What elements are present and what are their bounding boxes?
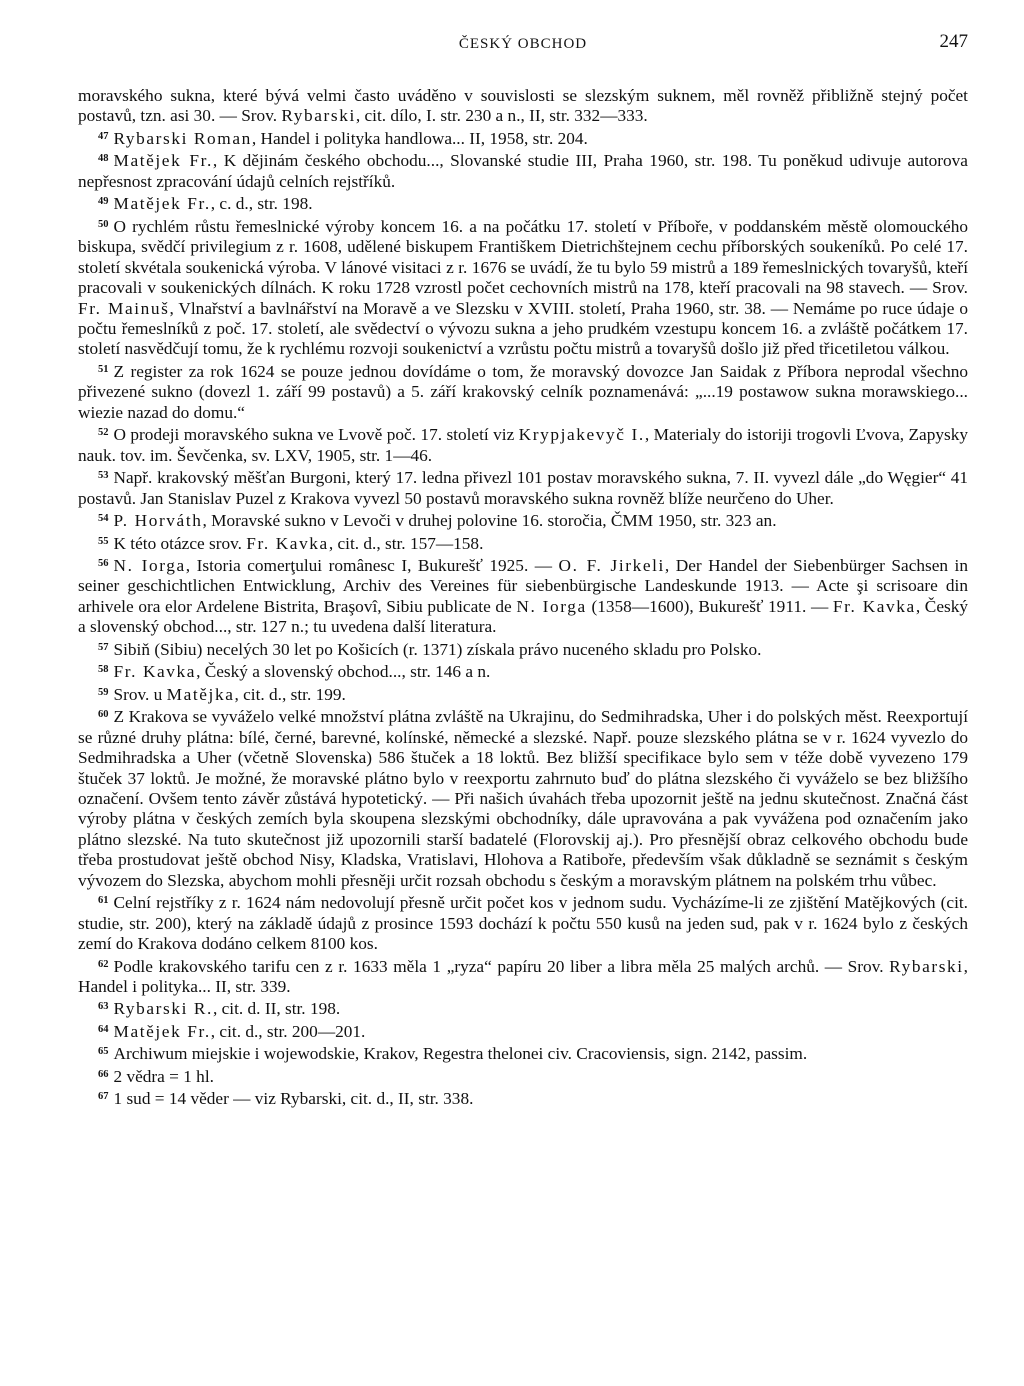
footnote-text: O prodeji moravského sukna ve Lvově poč. 17. století viz: [113, 425, 519, 445]
footnote-64: [78, 1020, 968, 1042]
running-title: ČESKÝ OBCHOD: [458, 36, 588, 52]
footnote-text: , cit. dílo, I. str. 230 a n., II, str. 332—333.: [355, 106, 648, 126]
footnote-65: [78, 1042, 968, 1064]
footnote-text: , cit. d. II, str. 198.: [212, 999, 341, 1019]
footnote-text: moravského sukna, které bývá velmi často uváděno v souvislosti se slezským suknem, měl rovněž přibližně stejný počet postavů, tzn. asi 30. — Srov.: [78, 86, 968, 126]
footnote-text: , c. d., str. 198.: [210, 194, 313, 214]
footnote-text: (1358—1600), Bukurešť 1911. —: [586, 596, 833, 616]
author-name: O. F. Jirkeli: [558, 555, 665, 575]
author-name: Fr. Kavka: [113, 662, 197, 682]
footnote-number: 63: [98, 1001, 109, 1013]
footnote-number: 53: [98, 470, 109, 482]
footnote-number: 65: [98, 1046, 109, 1058]
footnote-53: [78, 466, 968, 509]
footnote-60: [78, 705, 968, 891]
author-name: N. Iorga: [516, 596, 587, 616]
author-name: Matějek Fr.: [113, 194, 211, 214]
footnote-text: , K dějinám českého obchodu..., Slovanské studie III, Praha 1960, str. 198. Tu poněkud udivuje autorova nepřesnost zpracování údajů celních rejstříků.: [78, 151, 968, 191]
footnote-number: 66: [98, 1068, 109, 1080]
footnote-text: , Český a slovenský obchod..., str. 146 a n.: [196, 662, 491, 682]
footnote-text: , cit. d., str. 157—158.: [328, 533, 484, 553]
footnote-text: Z register za rok 1624 se pouze jednou dovídáme o tom, že moravský dovozce Jan Saidak z Příbora neprodal všechno přivezené sukno (dovezl 1. září 99 postavů) a 5. září krakovský celník poznamenává: „...19 postawow sukna morawskiego... wiezie nazad do domu.“: [78, 361, 968, 422]
footnote-58: [78, 660, 968, 682]
footnote-text: Např. krakovský měšťan Burgoni, který 17. ledna přivezl 101 postav moravského sukna, 7. II. vyvezl dále „do Węgier“ 41 postavů. Jan Stanislav Puzel z Krakova vyvezl 50 postavů moravského sukna rovněž blíže neurčeno do Uher.: [78, 468, 968, 508]
footnote-55: [78, 532, 968, 554]
footnote-49: [78, 192, 968, 214]
footnote-text: , Handel i polityka... II, str. 339.: [78, 956, 968, 997]
footnote-52: [78, 423, 968, 466]
footnote-text: , Český a slovenský obchod..., str. 127 n.; tu uvedena další literatura.: [78, 596, 969, 637]
footnote-text: Podle krakovského tarifu cen z r. 1633 měla 1 „ryza“ papíru 20 liber a libra měla 25 malých archů. — Srov.: [113, 956, 890, 976]
footnote-number: 61: [98, 895, 109, 907]
author-name: Fr. Kavka: [832, 596, 916, 616]
footnote-text: 2 vědra = 1 hl.: [113, 1066, 214, 1086]
footnote-number: 51: [98, 363, 109, 375]
footnote-text: O rychlém růstu řemeslnické výroby koncem 16. a na počátku 17. století v Příboře, v poddanském městě olomouckého biskupa, svědčí privilegium z r. 1608, udělené biskupem Františkem Dietrichštejnem cechu příborských soukeníků. Po celé 17. století skvétala soukenická výroba. V lánové visitaci z r. 1676 se uvádí, že tu bylo 59 mistrů a 189 řemeslnických tovaryšů, kteří pracovali v soukenických dílnách. K roku 1728 vzrostl počet cechovních mistrů na 178, kteří pracovali na 98 stavech. — Srov.: [78, 216, 968, 298]
footnote-text: , Der Handel der Siebenbürger Sachsen in seiner geschichtlichen Entwicklung, Archiv des Vereines für siebenbürgische Landeskunde 1913. — Acte şi scrisoare din arhivele ora elor Ardelene Bistrita, Braşovî, Sibiu publicate de: [78, 555, 969, 616]
footnote-continuation: [78, 86, 968, 127]
footnote-text: 1 sud = 14 věder — viz Rybarski, cit. d., II, str. 338.: [113, 1089, 474, 1109]
footnote-66: [78, 1065, 968, 1087]
footnote-text: Archiwum miejskie i wojewodskie, Krakov, Regestra thelonei civ. Cracoviensis, sign. 2142, passim.: [113, 1044, 808, 1064]
footnote-number: 50: [98, 218, 109, 230]
footnote-text: Z Krakova se vyváželo velké množství plátna zvláště na Ukrajinu, do Sedmihradska, Uher i do polských měst. Reexportují se různé druhy plátna: bílé, černé, barevné, kolínské, německé a slezské. Např. pouze slezského plátna se v r. 1624 vyvezlo do Sedmihradska a Uher (včetně Slovenska) 586 štuček a 18 loktů. Bez bližší specifikace bylo sem v téže době vyvezeno 179 štuček 37 loktů. Je možné, že moravské plátno bylo v reexportu zahrnuto buď do plátna slezského či vyváželo se bez bližšího označení. Ovšem tento závěr zůstává hypotetický. — Při našich úvahách třeba upozornit ještě na jednu skutečnost. Značná část výroby plátna v českých zemích byla skoupena slezskými obchodníky, dále upravována a pak vyvážena pod označením jako plátno slezské. Na tuto skutečnost již upozornili starší badatelé (Florovskij aj.). Pro přesnější obraz celkového obchodu bude třeba prostudovat ještě obchod Nisy, Kladska, Vratislavi, Hlohova a Ratiboře, především však důkladně se seznámit s českým vývozem do Slezska, abychom mohli přesněji určit rozsah obchodu s českým a moravským plátnem na polském trhu vůbec.: [78, 707, 968, 890]
footnote-number: 54: [98, 513, 109, 525]
footnote-number: 62: [98, 958, 109, 970]
page-number: 247: [939, 31, 968, 52]
footnote-61: [78, 891, 968, 954]
footnote-59: [78, 683, 968, 705]
footnote-text: , Handel i polityka handlowa... II, 1958, str. 204.: [251, 128, 588, 148]
footnote-text: Celní rejstříky z r. 1624 nám nedovolují přesně určit počet kos v jednom sudu. Vycházíme-li ze zjištění Matějkových (cit. studie, str. 200), který na základě údajů z prosince 1593 dochází k počtu 550 kusů na jeden sud, pak v r. 1624 bylo z českých zemí do Krakova dodáno celkem 8100 kos.: [78, 893, 968, 954]
author-name: Fr. Kavka: [246, 533, 329, 553]
footnote-number: 58: [98, 664, 109, 676]
footnote-number: 48: [98, 153, 109, 165]
footnote-56: [78, 554, 968, 638]
author-name: Rybarski R.: [113, 999, 213, 1019]
footnote-text: , Istoria comerţului românesc I, Bukurešť 1925. —: [185, 555, 559, 575]
footnote-50: [78, 215, 968, 360]
author-name: Matějek Fr.: [113, 1021, 211, 1041]
footnote-number: 49: [98, 196, 109, 208]
footnotes: [78, 86, 968, 1110]
footnote-47: [78, 127, 968, 149]
footnote-number: 52: [98, 427, 109, 439]
author-name: Rybarski Roman: [113, 128, 252, 148]
author-name: Rybarski: [281, 106, 356, 126]
footnote-number: 57: [98, 641, 109, 653]
author-name: Matějek Fr.: [113, 151, 213, 171]
footnote-67: [78, 1087, 968, 1109]
footnote-text: , cit. d., str. 200—201.: [210, 1021, 366, 1041]
author-name: Rybarski: [889, 956, 964, 976]
footnote-number: 67: [98, 1091, 109, 1103]
footnote-number: 47: [98, 130, 109, 142]
footnote-text: K této otázce srov.: [113, 533, 247, 553]
author-name: Krypjakevyč I.: [518, 425, 645, 445]
author-name: Fr. Mainuš: [78, 298, 170, 318]
footnote-text: , Materialy do istoriji trogovli Ľvova, Zapysky nauk. tov. im. Ševčenka, sv. LXV, 1905, str. 1—46.: [78, 425, 968, 465]
footnote-51: [78, 360, 968, 423]
author-name: Matějka: [166, 684, 235, 704]
footnote-number: 55: [98, 535, 109, 547]
footnote-63: [78, 997, 968, 1019]
footnote-57: [78, 638, 968, 660]
footnote-text: Srov. u: [113, 684, 167, 704]
running-head: [78, 31, 968, 56]
footnote-number: 64: [98, 1023, 109, 1035]
footnote-48: [78, 149, 968, 192]
author-name: N. Iorga: [113, 555, 186, 575]
footnote-62: [78, 955, 968, 998]
footnote-number: 59: [98, 686, 109, 698]
footnote-number: 60: [98, 709, 109, 721]
footnote-text: , Vlnařství a bavlnářství na Moravě a ve Slezsku v XVIII. století, Praha 1960, str. 38. — Nemáme po ruce údaje o počtu řemeslníků z poč. 17. století, ale svědectví o vývozu sukna a jeho prudkém vzestupu koncem 16. a zvláště počátkem 17. století nasvědčují tomu, že k rychlému rozvoji soukenictví a vzrůstu počtu mistrů a tovaryšů došlo již před třicetiletou válkou.: [78, 298, 968, 359]
footnote-text: , Moravské sukno v Levoči v druhej polovine 16. storočia, ČMM 1950, str. 323 an.: [202, 511, 777, 531]
author-name: P. Horváth: [113, 511, 203, 531]
footnote-text: Sibiň (Sibiu) necelých 30 let po Košicích (r. 1371) získala právo nuceného skladu pro Polsko.: [113, 639, 762, 659]
footnote-54: [78, 509, 968, 531]
footnote-number: 56: [98, 557, 109, 569]
footnote-text: , cit. d., str. 199.: [234, 684, 346, 704]
